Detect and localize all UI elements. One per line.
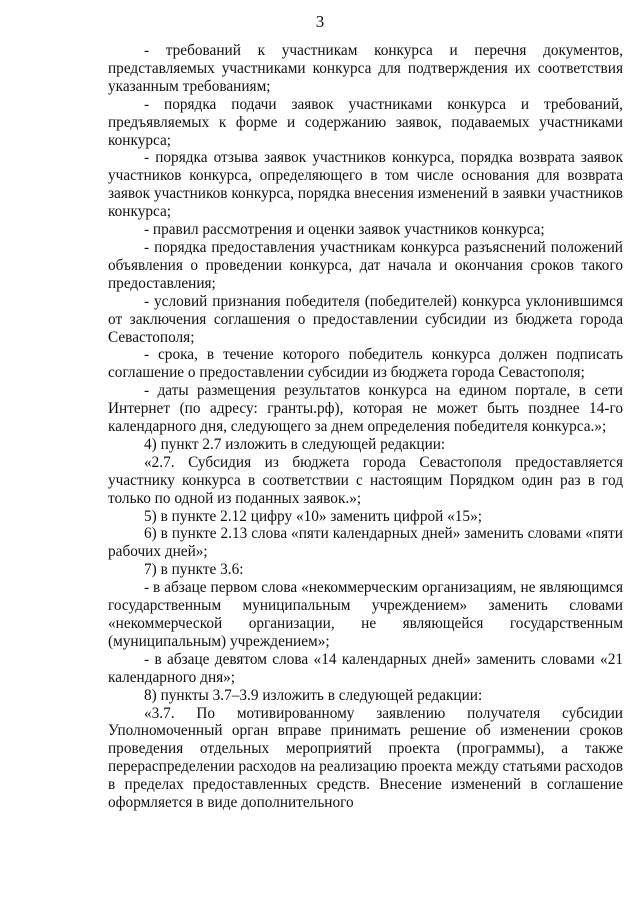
paragraph: 4) пункт 2.7 изложить в следующей редакции: [144, 435, 446, 453]
paragraph: - условий признания победителя (победителей) конкурса уклонившимся от заключения соглашения о предоставлении субсидии из бюджета города Севастополя; [108, 292, 623, 346]
paragraph: - порядка отзыва заявок участников конкурса, порядка возврата заявок участников конкурса, определяющего в том числе основания для возврата заявок участников конкурса, порядка внесения изменений в заявки участников конкурса; [108, 149, 623, 221]
paragraph: 5) в пункте 2.12 цифру «10» заменить цифрой «15»; [144, 507, 482, 525]
page-number: 3 [315, 12, 325, 31]
paragraph: - даты размещения результатов конкурса на едином портале, в сети Интернет (по адресу: гранты.рф), которая не может быть позднее 14-го календарного дня, следующего за днем определения победителя конкурса.»; [108, 382, 623, 436]
paragraph: «2.7. Субсидия из бюджета города Севастополя предоставляется участнику конкурса в соответствии с настоящим Порядком один раз в год только по одной из поданных заявок.»; [108, 453, 623, 507]
paragraph: - срока, в течение которого победитель конкурса должен подписать соглашение о предоставлении субсидии из бюджета города Севастополя; [108, 346, 623, 382]
paragraph: - требований к участникам конкурса и перечня документов, представляемых участниками конкурса для подтверждения их соответствия указанным требованиям; [108, 42, 623, 95]
document-body [108, 42, 623, 812]
paragraph: - в абзаце первом слова «некоммерческим организациям, не являющимся государственным муниципальным учреждением» заменить словами «некоммерческой организации, не являющейся государственным (муниципальным) учреждением»; [108, 579, 623, 650]
paragraph: - правил рассмотрения и оценки заявок участников конкурса; [144, 221, 545, 239]
paragraph: - порядка предоставления участникам конкурса разъяснений положений объявления о проведении конкурса, дат начала и окончания сроков такого предоставления; [108, 238, 623, 292]
paragraph: 7) в пункте 3.6: [144, 561, 244, 579]
paragraph: «3.7. По мотивированному заявлению получателя субсидии Уполномоченный орган вправе принимать решение об изменении сроков проведения отдельных мероприятий проекта (программы), а также перераспределении расходов на реализацию проекта между статьями расходов в пределах предоставленных средств. Внесение изменений в соглашение оформляется в виде дополнительного [108, 704, 623, 812]
paragraph: 6) в пункте 2.13 слова «пяти календарных дней» заменить словами «пяти рабочих дней»; [108, 525, 623, 561]
paragraph: - порядка подачи заявок участниками конкурса и требований, предъявляемых к форме и содержанию заявок, подаваемых участниками конкурса; [108, 95, 623, 149]
paragraph: - в абзаце девятом слова «14 календарных дней» заменить словами «21 календарного дня»; [108, 650, 623, 686]
paragraph: 8) пункты 3.7–3.9 изложить в следующей редакции: [144, 686, 483, 704]
